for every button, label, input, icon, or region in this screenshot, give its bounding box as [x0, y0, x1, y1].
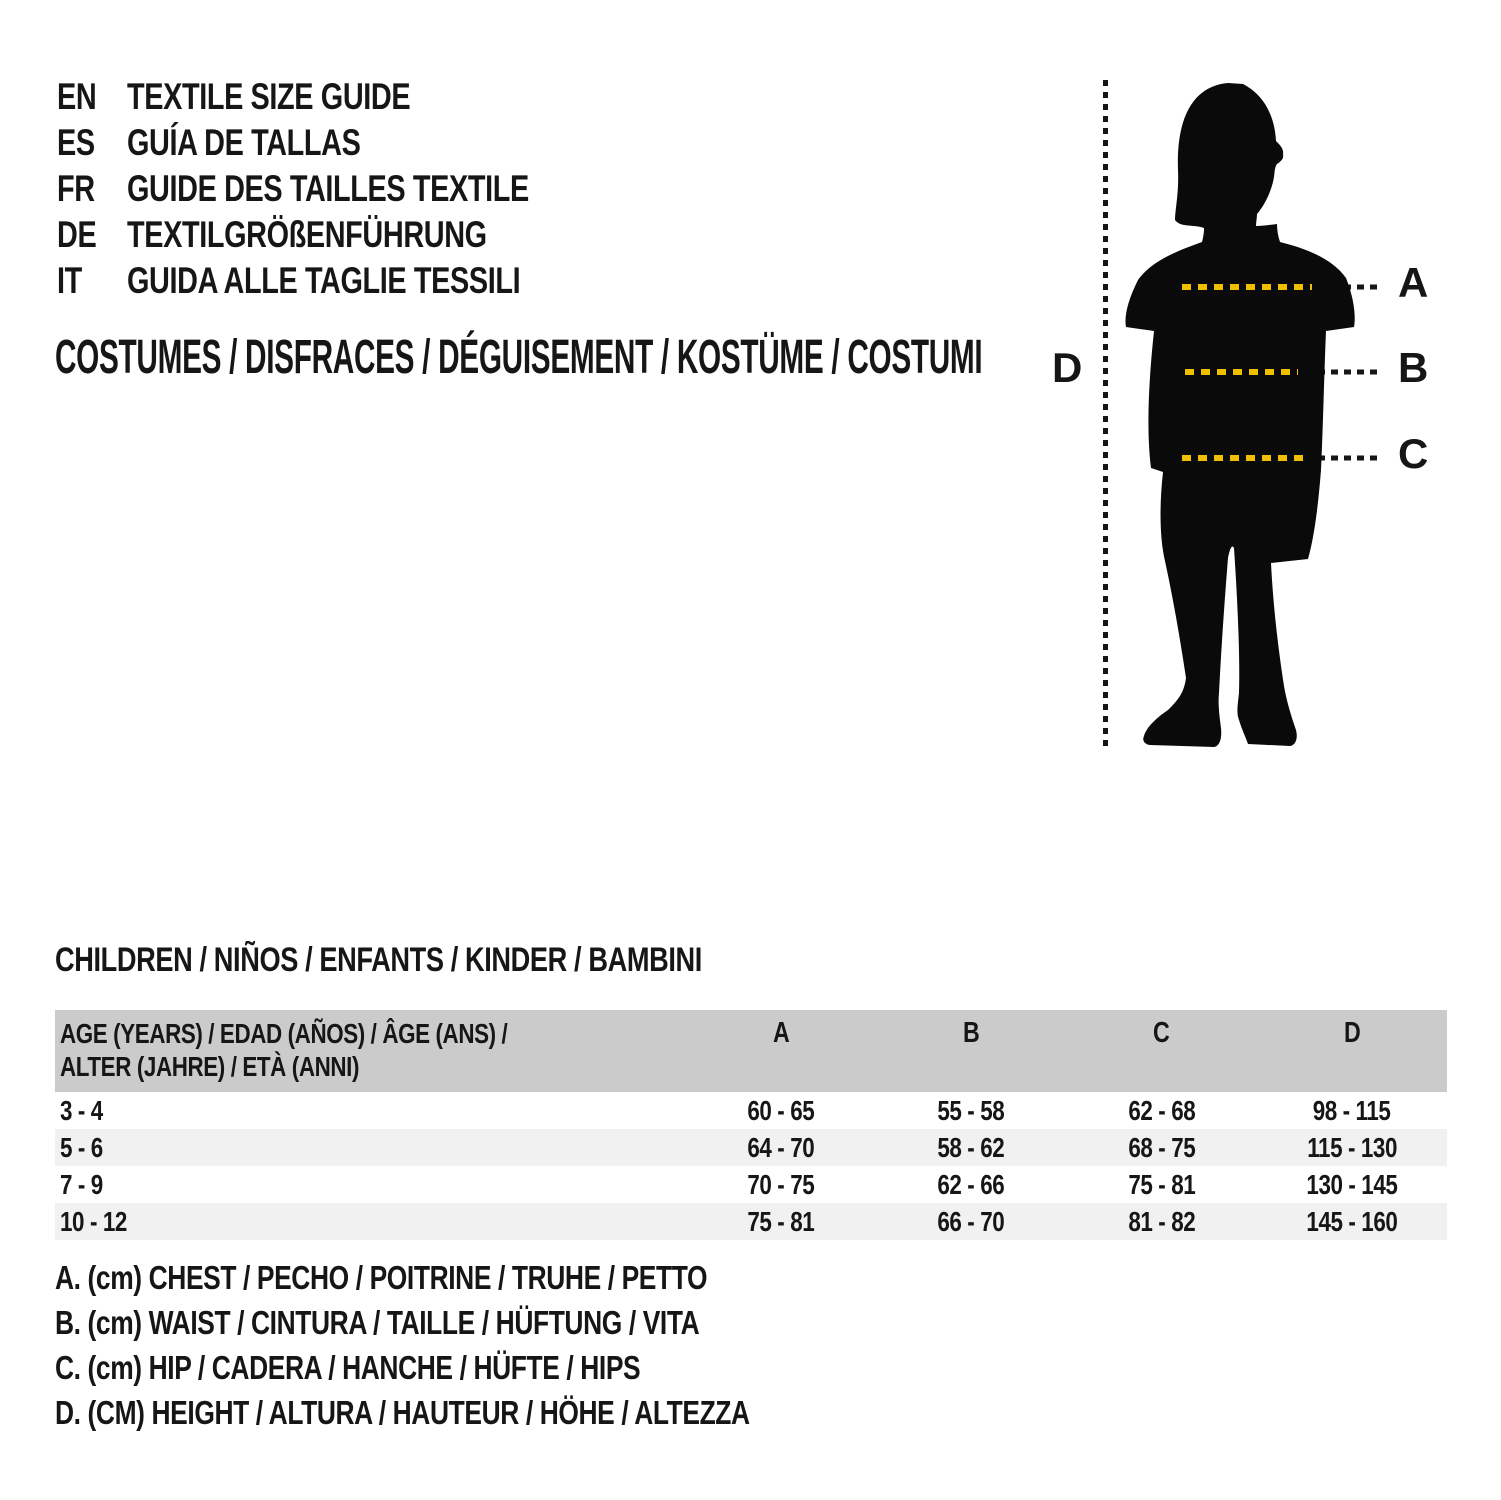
legend-line-height	[55, 1393, 923, 1433]
hip-cell	[1066, 1206, 1256, 1238]
age-cell	[55, 1206, 686, 1238]
waist-cell	[876, 1095, 1066, 1127]
section-title	[55, 943, 864, 977]
waist-range: 58 - 62	[937, 1131, 1005, 1163]
figure-label-waist: B	[1398, 344, 1429, 391]
legend-line-hip	[55, 1348, 787, 1388]
language-code: ES	[57, 122, 95, 163]
hip-cell	[1066, 1095, 1256, 1127]
column-header-d-text: D	[1343, 1017, 1361, 1049]
section-title-text: CHILDREN / NIÑOS / ENFANTS / KINDER / BAMBINI	[55, 941, 702, 979]
language-code: IT	[57, 260, 82, 301]
age-value: 5 - 6	[60, 1131, 103, 1163]
column-header-d	[1257, 1010, 1447, 1050]
age-value: 10 - 12	[60, 1205, 127, 1237]
language-guide-title: TEXTILGRÖßENFÜHRUNG	[127, 214, 487, 255]
chest-cell	[686, 1132, 876, 1164]
table-row	[55, 1166, 1447, 1203]
figure-label-hip: C	[1398, 430, 1429, 477]
language-guide-title: GUÍA DE TALLAS	[127, 122, 361, 163]
age-cell	[55, 1095, 686, 1127]
waist-range: 66 - 70	[937, 1205, 1005, 1237]
age-cell	[55, 1169, 686, 1201]
waist-range: 62 - 66	[937, 1168, 1005, 1200]
page-title-text: COSTUMES / DISFRACES / DÉGUISEMENT / KOSTÜME / COSTUMI	[55, 331, 983, 384]
waist-range: 55 - 58	[937, 1094, 1005, 1126]
age-value: 7 - 9	[60, 1168, 103, 1200]
height-range: 130 - 145	[1306, 1168, 1398, 1200]
chest-cell	[686, 1206, 876, 1238]
height-dashed-line	[1103, 80, 1108, 746]
height-range: 115 - 130	[1306, 1131, 1397, 1163]
height-range: 145 - 160	[1306, 1205, 1398, 1237]
hip-cell	[1066, 1169, 1256, 1201]
age-cell	[55, 1132, 686, 1164]
waist-cell	[876, 1132, 1066, 1164]
hip-range: 68 - 75	[1128, 1131, 1195, 1163]
legend-chest-text: A. (cm) CHEST / PECHO / POITRINE / TRUHE / PETTO	[55, 1259, 708, 1296]
height-cell	[1257, 1132, 1447, 1164]
language-guide-title: GUIDA ALLE TAGLIE TESSILI	[127, 260, 521, 301]
legend-height-text: D. (CM) HEIGHT / ALTURA / HAUTEUR / HÖHE / ALTEZZA	[55, 1394, 750, 1431]
hip-range: 62 - 68	[1128, 1094, 1195, 1126]
hip-range: 81 - 82	[1128, 1205, 1195, 1237]
legend-hip-text: C. (cm) HIP / CADERA / HANCHE / HÜFTE / HIPS	[55, 1349, 641, 1386]
waist-cell	[876, 1206, 1066, 1238]
height-range: 98 - 115	[1312, 1094, 1391, 1126]
figure-label-chest: A	[1398, 259, 1429, 306]
column-header-c-text: C	[1153, 1017, 1170, 1049]
language-code: FR	[57, 168, 95, 209]
chest-range: 75 - 81	[747, 1205, 815, 1237]
legend-line-chest	[55, 1258, 870, 1298]
column-header-b-text: B	[963, 1017, 980, 1049]
column-header-b	[876, 1010, 1066, 1050]
column-header-c	[1066, 1010, 1256, 1050]
height-cell	[1257, 1095, 1447, 1127]
table-row	[55, 1203, 1447, 1240]
age-header-line2: ALTER (JAHRE) / ETÀ (ANNI)	[60, 1051, 360, 1082]
table-row	[55, 1092, 1447, 1129]
table-header-row	[55, 1010, 1447, 1092]
chest-cell	[686, 1095, 876, 1127]
size-table	[55, 1010, 1447, 1240]
legend-line-waist	[55, 1303, 860, 1343]
child-silhouette-figure	[1118, 78, 1408, 750]
column-header-a	[686, 1010, 876, 1050]
chest-range: 64 - 70	[747, 1131, 815, 1163]
language-code: EN	[57, 76, 97, 117]
figure-label-height: D	[1052, 344, 1083, 391]
height-cell	[1257, 1206, 1447, 1238]
waist-cell	[876, 1169, 1066, 1201]
age-header-line1: AGE (YEARS) / EDAD (AÑOS) / ÂGE (ANS) /	[60, 1018, 508, 1049]
language-code: DE	[57, 214, 97, 255]
column-header-a-text: A	[772, 1017, 790, 1049]
hip-cell	[1066, 1132, 1256, 1164]
legend-waist-text: B. (cm) WAIST / CINTURA / TAILLE / HÜFTUNG / VITA	[55, 1304, 700, 1341]
height-cell	[1257, 1169, 1447, 1201]
language-guide-title: TEXTILE SIZE GUIDE	[127, 76, 411, 117]
chest-range: 60 - 65	[747, 1094, 815, 1126]
chest-range: 70 - 75	[747, 1168, 815, 1200]
age-column-header	[55, 1010, 686, 1092]
hip-range: 75 - 81	[1128, 1168, 1195, 1200]
chest-cell	[686, 1169, 876, 1201]
child-silhouette	[1126, 83, 1355, 747]
age-value: 3 - 4	[60, 1094, 103, 1126]
table-row	[55, 1129, 1447, 1166]
language-guide-title: GUIDE DES TAILLES TEXTILE	[127, 168, 529, 209]
